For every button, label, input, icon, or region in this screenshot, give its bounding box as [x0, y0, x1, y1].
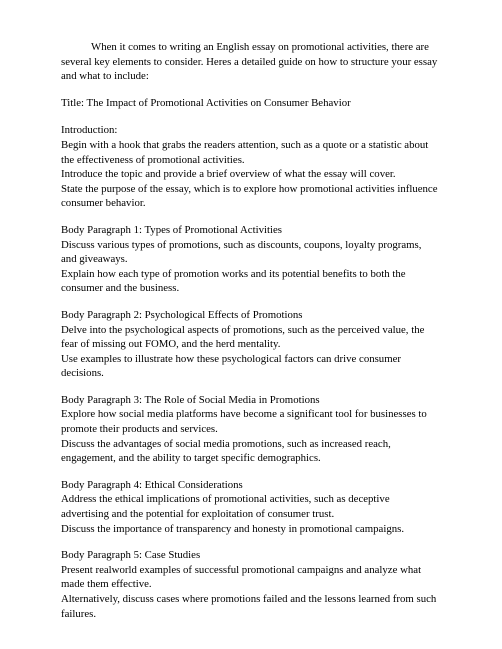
- section-body-1: [61, 223, 439, 296]
- section-heading: Body Paragraph 4: Ethical Considerations: [61, 478, 243, 491]
- bullet-line: Discuss the advantages of social media promotions, such as increased reach, engagement, and the ability to target specific demographics.: [61, 437, 391, 465]
- bullet-line: Use examples to illustrate how these psychological factors can drive consumer decisions.: [61, 352, 401, 380]
- section-heading: Body Paragraph 5: Case Studies: [61, 549, 201, 562]
- section-body-5: [61, 548, 439, 621]
- bullet-line: Address the ethical implications of promotional activities, such as deceptive advertising and the potential for exploitation of consumer trust.: [61, 493, 390, 521]
- bullet-line: Delve into the psychological aspects of promotions, such as the perceived value, the fear of missing out FOMO, and the herd mentality.: [61, 323, 425, 351]
- bullet-line: Discuss various types of promotions, such as discounts, coupons, loyalty programs, and giveaways.: [61, 238, 422, 266]
- bullet-line: Introduce the topic and provide a brief overview of what the essay will cover.: [61, 168, 396, 181]
- essay-title: Title: The Impact of Promotional Activities on Consumer Behavior: [61, 96, 351, 109]
- section-heading: Body Paragraph 2: Psychological Effects of Promotions: [61, 308, 303, 321]
- section-heading: Introduction:: [61, 124, 118, 137]
- bullet-line: Explain how each type of promotion works and its potential benefits to both the consumer and the business.: [61, 267, 406, 295]
- bullet-line: Begin with a hook that grabs the readers attention, such as a quote or a statistic about the effectiveness of promotional activities.: [61, 138, 429, 166]
- document-page: [61, 40, 439, 633]
- section-body-2: [61, 308, 439, 381]
- intro-paragraph: When it comes to writing an English essay on promotional activities, there are several key elements to consider. Heres a detailed guide on how to structure your essay and what to include:: [61, 41, 438, 83]
- section-body-3: [61, 393, 439, 466]
- section-introduction: [61, 123, 439, 211]
- section-heading: Body Paragraph 3: The Role of Social Media in Promotions: [61, 393, 320, 406]
- section-heading: Body Paragraph 1: Types of Promotional Activities: [61, 223, 282, 236]
- bullet-line: State the purpose of the essay, which is to explore how promotional activities influence consumer behavior.: [61, 182, 438, 210]
- section-body-4: [61, 478, 439, 536]
- bullet-line: Discuss the importance of transparency and honesty in promotional campaigns.: [61, 522, 405, 535]
- bullet-line: Alternatively, discuss cases where promotions failed and the lessons learned from such failures.: [61, 593, 437, 620]
- bullet-line: Explore how social media platforms have become a significant tool for businesses to promote their products and services.: [61, 408, 427, 436]
- bullet-line: Present realworld examples of successful promotional campaigns and analyze what made them effective.: [61, 563, 422, 591]
